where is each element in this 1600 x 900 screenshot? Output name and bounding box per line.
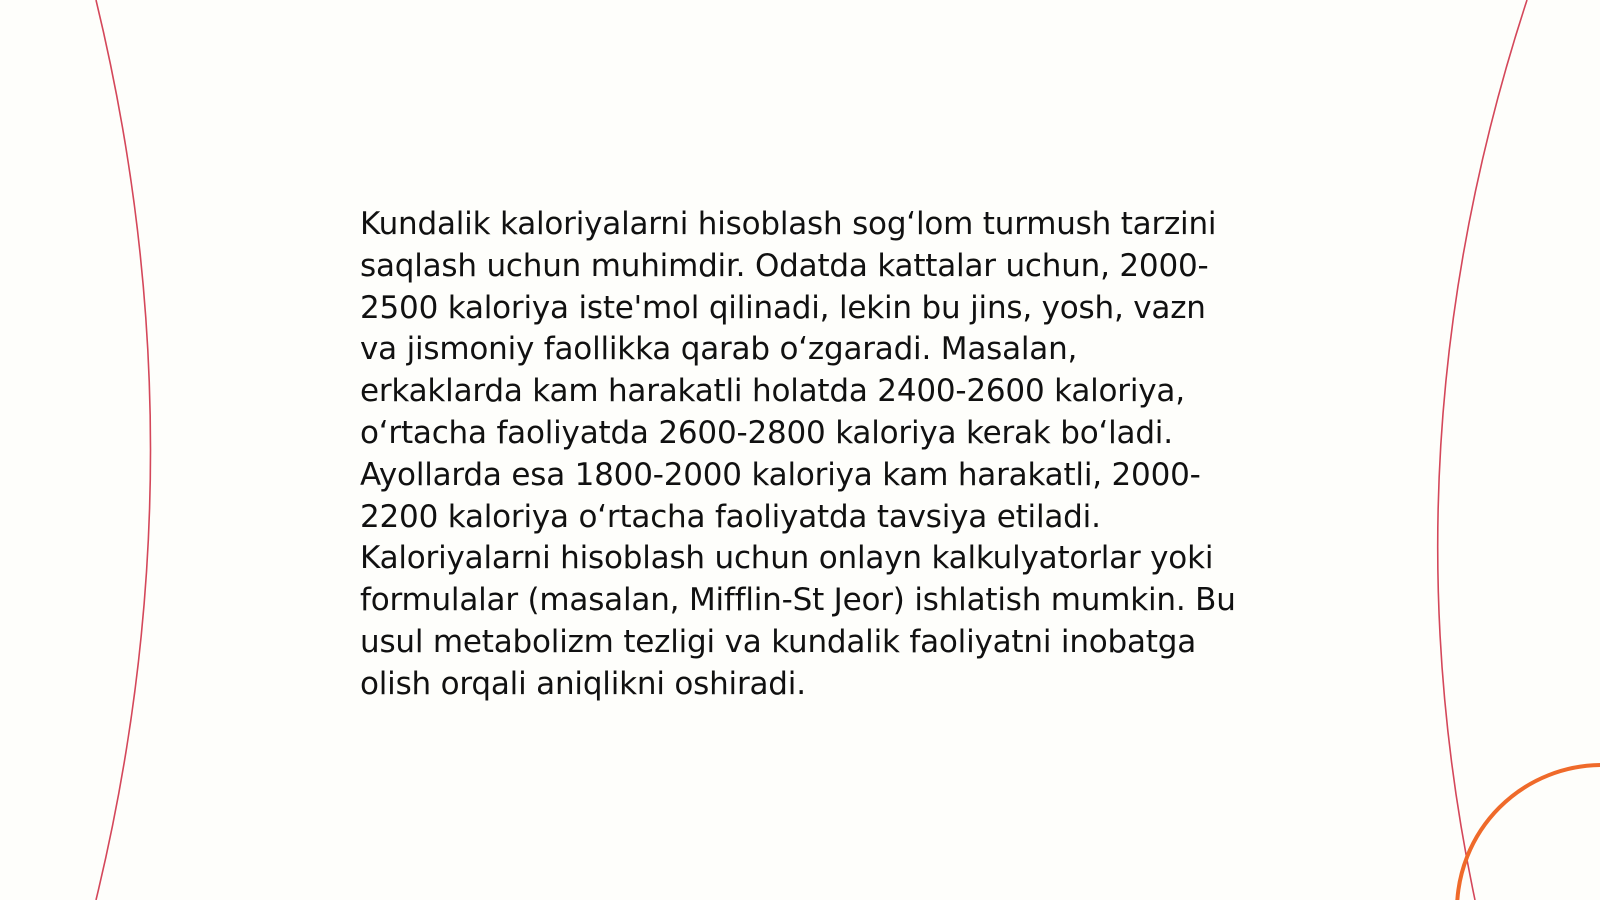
orange-circle-accent	[1457, 765, 1600, 900]
right-decorative-arc	[1438, 0, 1527, 900]
slide-body-paragraph: Kundalik kaloriyalarni hisoblash sogʻlom turmush tarzini saqlash uchun muhimdir. Odatda kattalar uchun, 2000-2500 kaloriya iste'mol qilinadi, lekin bu jins, yosh, vazn va jismoniy faollikka qarab oʻzgaradi. Masalan, erkaklarda kam harakatli holatda 2400-2600 kaloriya, oʻrtacha faoliyatda 2600-2800 kaloriya kerak boʻladi. Ayollarda esa 1800-2000 kaloriya kam harakatli, 2000-2200 kaloriya oʻrtacha faoliyatda tavsiya etiladi. Kaloriyalarni hisoblash uchun onlayn kalkulyatorlar yoki formulalar (masalan, Mifflin-St Jeor) ishlatish mumkin. Bu usul metabolizm tezligi va kundalik faoliyatni inobatga olish orqali aniqlikni oshiradi.	[360, 206, 1236, 702]
left-decorative-arc	[96, 0, 151, 900]
